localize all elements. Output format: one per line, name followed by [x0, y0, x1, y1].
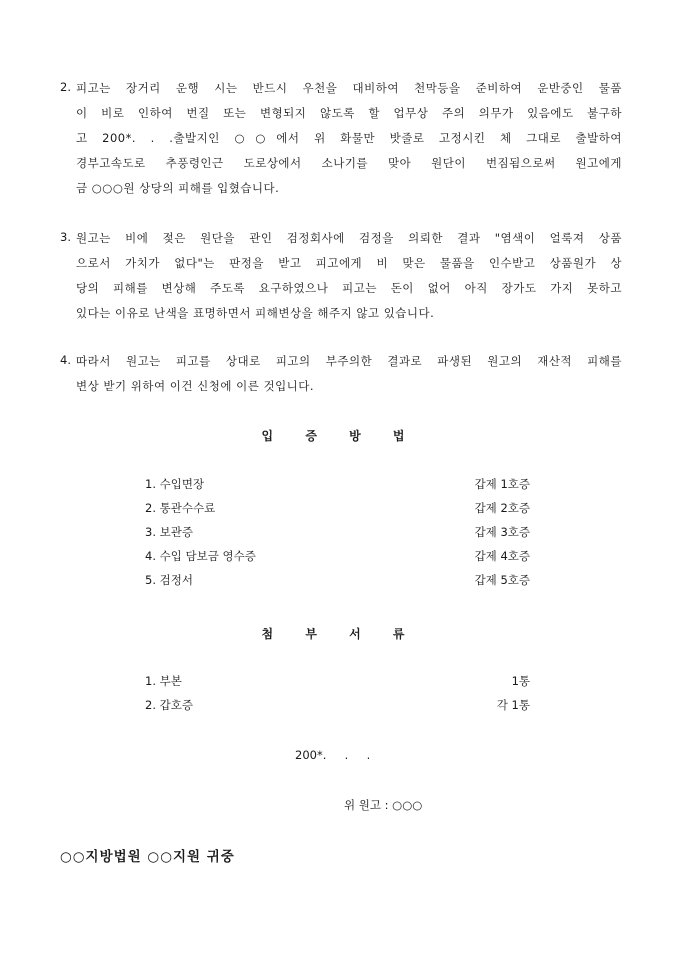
evidence-ref: 갑제 5호증: [474, 573, 530, 587]
filing-date: 200*. . .: [295, 748, 371, 762]
attachment-item: [145, 697, 530, 713]
evidence-label: 1. 수입면장: [145, 477, 205, 491]
attachment-label: 1. 부본: [145, 674, 182, 688]
evidence-heading: 입 증 방 법: [261, 429, 419, 443]
paragraph-line: 경부고속도로 추풍령인근 도로상에서 소나기를 맞아 원단이 번짐됨으로써 원고에게: [76, 156, 622, 170]
paragraph-line: 당의 피해를 변상해 주도록 요구하였으나 피고는 돈이 없어 아직 장가도 가지 못하고: [76, 281, 622, 295]
attachment-label: 2. 갑호증: [145, 698, 193, 712]
evidence-label: 5. 검정서: [145, 573, 193, 587]
court-addressee: ○○지방법원 ○○지원 귀중: [60, 849, 235, 865]
evidence-item: [145, 500, 530, 516]
paragraph-line: 으로서 가치가 없다"는 판정을 받고 피고에게 비 맞은 물품을 인수받고 상품원가 상: [76, 256, 622, 270]
paragraph-number: 3.: [60, 230, 71, 244]
evidence-item: [145, 548, 530, 564]
paragraph-line: 있다는 이유로 난색을 표명하면서 피해변상을 해주지 않고 있습니다.: [76, 306, 435, 320]
evidence-item: [145, 476, 530, 492]
paragraph-line: 변상 받기 위하여 이건 신청에 이른 것입니다.: [76, 379, 315, 393]
evidence-item: [145, 572, 530, 588]
attachment-count: 1통: [511, 674, 530, 688]
attachments-heading: 첨 부 서 류: [261, 627, 419, 641]
evidence-ref: 갑제 2호증: [474, 501, 530, 515]
paragraph-line: 금 ○○○원 상당의 피해를 입혔습니다.: [76, 181, 280, 195]
paragraph-line: 원고는 비에 젖은 원단을 관인 검정회사에 검정을 의뢰한 결과 "염색이 얼룩져 상품: [76, 231, 622, 245]
attachment-count: 각 1통: [496, 698, 530, 712]
attachment-item: [145, 673, 530, 689]
plaintiff-signature: 위 원고 : ○○○: [344, 798, 423, 812]
paragraph-number: 4.: [60, 353, 71, 367]
evidence-label: 2. 통관수수료: [145, 501, 216, 515]
evidence-ref: 갑제 4호증: [474, 549, 530, 563]
paragraph-line: 피고는 장거리 운행 시는 반드시 우천을 대비하여 천막등을 준비하여 운반중인 물품: [76, 81, 622, 95]
evidence-label: 4. 수입 담보금 영수증: [145, 549, 256, 563]
evidence-ref: 갑제 3호증: [474, 525, 530, 539]
paragraph-number: 2.: [60, 80, 71, 94]
evidence-ref: 갑제 1호증: [474, 477, 530, 491]
paragraph-line: 고 200*. . .출발지인 ○○에서 위 화물만 밧줄로 고정시킨 체 그대로 출발하여: [76, 131, 622, 145]
paragraph-line: 이 비로 인하여 번질 또는 변형되지 않도록 할 업무상 주의 의무가 있음에도 불구하: [76, 106, 622, 120]
evidence-item: [145, 524, 530, 540]
paragraph-line: 따라서 원고는 피고를 상대로 피고의 부주의한 결과로 파생된 원고의 재산적 피해를: [76, 354, 622, 368]
evidence-label: 3. 보관증: [145, 525, 193, 539]
